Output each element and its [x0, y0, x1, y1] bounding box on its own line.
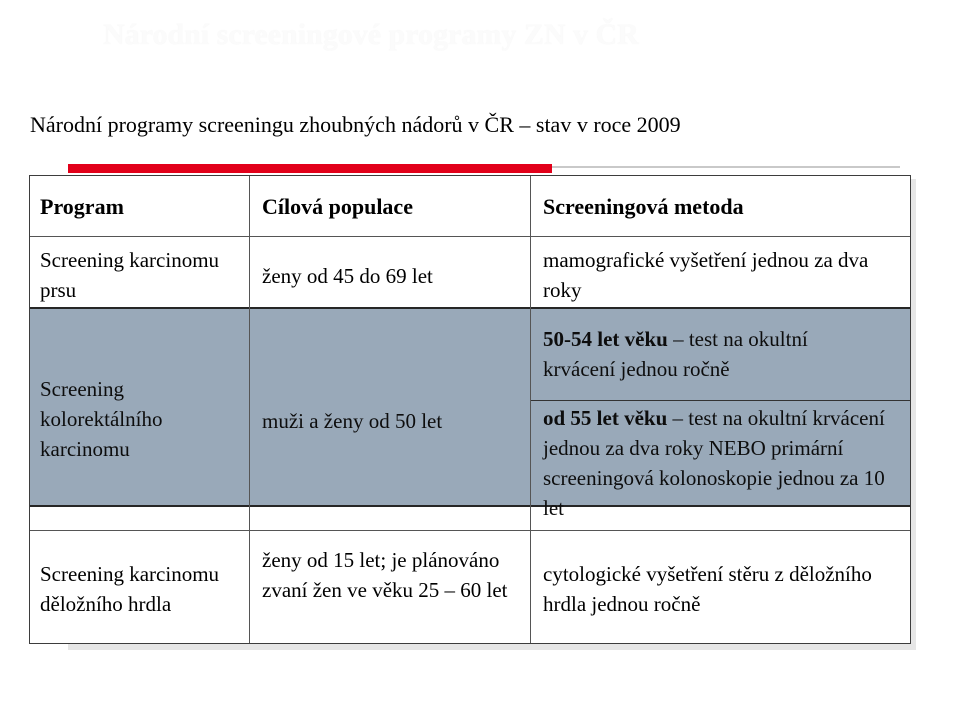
method-separator [530, 400, 910, 401]
row-colorectal-program: Screening kolorektálního karcinomu [40, 377, 163, 461]
row-colorectal-method-b [543, 403, 903, 523]
row-colorectal-method-a [543, 324, 873, 384]
header-program: Program [40, 194, 124, 219]
row-colorectal-population: muži a ženy od 50 let [262, 409, 443, 433]
method-a-text: – test na okultní krvácení jednou ročně [543, 327, 808, 381]
method-b-age: od 55 let věku [543, 406, 668, 430]
row-breast-method: mamografické vyšetření jednou za dva roky [543, 248, 869, 302]
row-breast-program: Screening karcinomu prsu [40, 248, 220, 302]
row-cervical-method: cytologické vyšetření stěru z děložního hrdla jednou ročně [543, 562, 872, 616]
accent-bar [68, 164, 552, 173]
row-cervical-program: Screening karcinomu děložního hrdla [40, 562, 220, 616]
row-separator [30, 530, 910, 531]
method-a-age: 50-54 let věku [543, 327, 668, 351]
row-cervical-population: ženy od 15 let; je plánováno zvaní žen ve věku 25 – 60 let [262, 548, 508, 602]
header-method: Screeningová metoda [543, 194, 744, 219]
method-b-text: – test na okultní krvácení jednou za dva roky NEBO primární screeningová kolonoskopie jednou za 10 let [543, 406, 885, 520]
page-subtitle: Národní programy screeningu zhoubných nádorů v ČR – stav v roce 2009 [30, 112, 681, 137]
row-breast-population: ženy od 45 do 69 let [262, 264, 433, 288]
row-separator [30, 236, 910, 237]
slide-title: Národní screeningové programy ZN v ČR [103, 18, 639, 51]
header-population: Cílová populace [262, 194, 413, 219]
column-separator [530, 176, 531, 643]
divider-line [552, 166, 900, 168]
